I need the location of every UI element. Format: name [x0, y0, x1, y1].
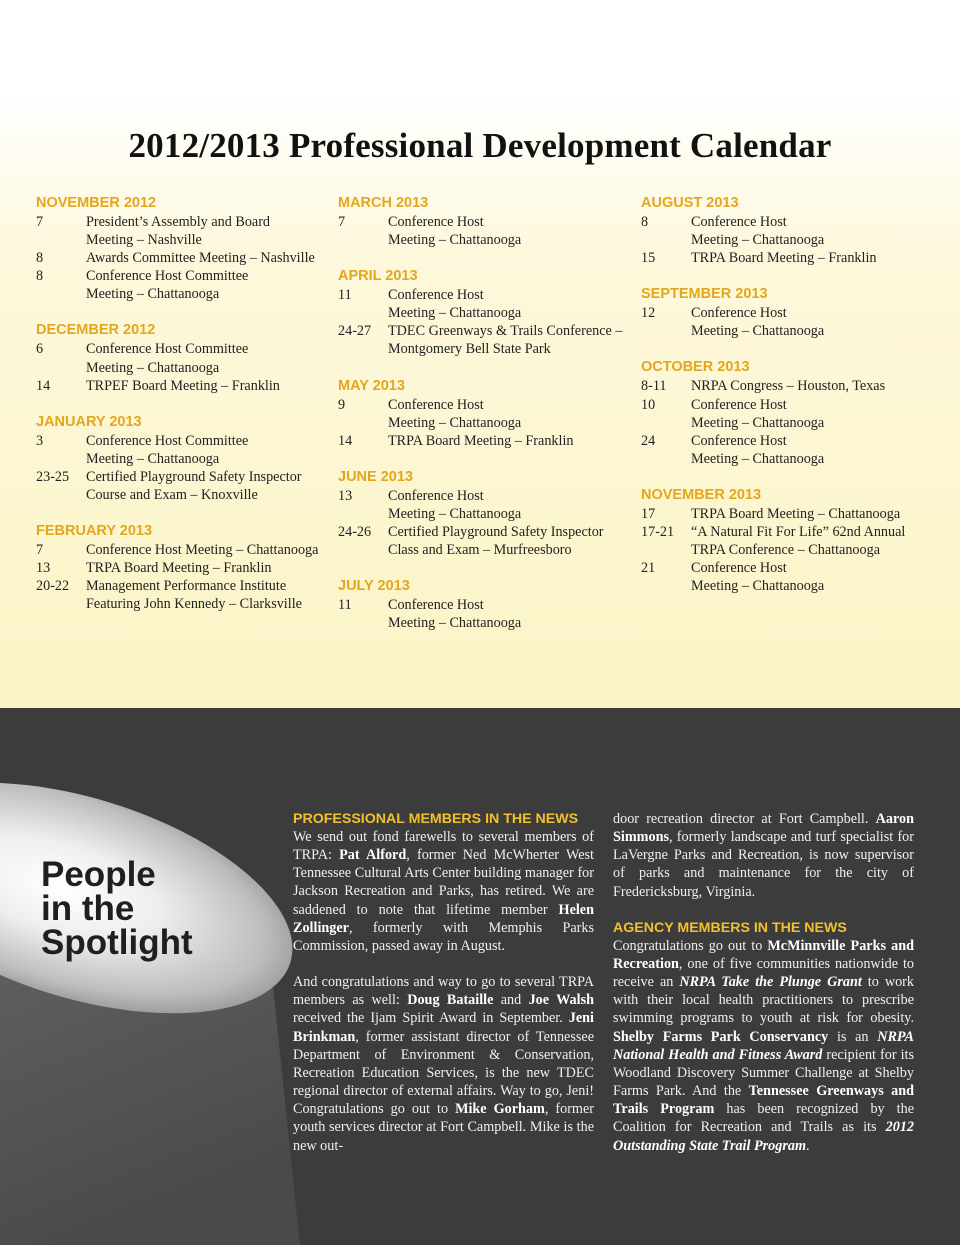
event-description [86, 541, 336, 559]
calendar-event [338, 432, 638, 450]
event-date: 8-11 [641, 378, 667, 395]
text-run: We send out fond farewells to several members of TRPA: [293, 829, 594, 864]
event-date: 8 [641, 214, 649, 230]
event-line: Meeting – Chattanooga [388, 505, 522, 522]
event-line: Meeting – Chattanooga [388, 232, 522, 249]
event-date: 17 [641, 505, 656, 522]
calendar-event [338, 523, 638, 559]
event-date: 13 [36, 560, 51, 577]
calendar-column-1 [36, 194, 336, 614]
event-description [691, 505, 941, 523]
calendar-column-2 [338, 194, 638, 632]
event-description [691, 432, 941, 468]
calendar-event [36, 213, 336, 249]
spotlight-heading [41, 855, 193, 962]
month-heading: DECEMBER 2012 [36, 322, 156, 339]
event-line: Conference Host Committee [86, 341, 249, 358]
calendar-event [641, 432, 941, 468]
text-run: is an [828, 1028, 878, 1045]
event-description [388, 396, 638, 432]
calendar-event [36, 267, 336, 303]
calendar-event [36, 541, 336, 559]
calendar-event [36, 340, 336, 376]
month-heading: JANUARY 2013 [36, 413, 142, 430]
event-line: Meeting – Chattanooga [691, 232, 825, 249]
event-date: 3 [36, 432, 44, 449]
event-line: Conference Host [691, 560, 787, 577]
text-run: , formerly with Memphis Parks Commission, passed away in August. [293, 919, 594, 954]
highlighted-name: Aaron Simmons [613, 811, 914, 846]
event-date: 17-21 [641, 524, 675, 541]
highlighted-name: Doug Bataille [407, 992, 494, 1009]
event-description [388, 596, 638, 632]
event-line: Meeting – Chattanooga [691, 578, 825, 595]
event-line: Course and Exam – Knoxville [86, 487, 258, 504]
text-run: , former Ned McWherter West Tennessee Cultural Arts Center building manager for Jackson Recreation and Parks, has retired. We are saddened to note that lifetime member [293, 847, 594, 918]
event-line: Meeting – Chattanooga [86, 359, 220, 376]
event-line: Class and Exam – Murfreesboro [388, 542, 572, 559]
event-line: Conference Host Committee [86, 268, 249, 285]
event-date: 8 [36, 250, 44, 267]
calendar-event [641, 377, 941, 395]
event-date: 9 [338, 396, 346, 413]
event-date: 15 [641, 250, 656, 267]
event-date: 23-25 [36, 468, 70, 485]
calendar-event [338, 396, 638, 432]
text-run: And congratulations and way to go to several TRPA members as well: [293, 974, 594, 1009]
event-line: Conference Host [691, 432, 787, 449]
text-run: , former youth services director at Fort Campbell. Mike is the new out- [293, 1101, 594, 1154]
highlighted-name: Jeni Brinkman [293, 1010, 594, 1045]
event-description [388, 213, 638, 249]
highlighted-title: NRPA National Health and Fitness Award [613, 1028, 914, 1063]
event-line: Conference Host [388, 287, 484, 304]
calendar-event [641, 304, 941, 340]
month-heading: MARCH 2013 [338, 195, 429, 211]
professional-news-paragraph [293, 973, 594, 1155]
event-description [388, 487, 638, 523]
event-line: Meeting – Chattanooga [691, 450, 825, 467]
calendar-event [338, 487, 638, 523]
calendar-event [338, 213, 638, 249]
event-line: Meeting – Chattanooga [388, 414, 522, 431]
calendar-event [641, 523, 941, 559]
event-date: 13 [338, 487, 353, 504]
month-heading: AUGUST 2013 [641, 195, 739, 211]
event-line: TRPEF Board Meeting – Franklin [86, 377, 280, 394]
agency-news-paragraph [613, 937, 914, 1155]
calendar-event [641, 559, 941, 595]
event-line: TRPA Board Meeting – Franklin [86, 560, 272, 577]
event-line: TRPA Conference – Chattanooga [691, 542, 881, 559]
event-date: 14 [36, 377, 51, 394]
event-date: 11 [338, 287, 352, 304]
calendar-event [338, 286, 638, 322]
highlighted-name: Joe Walsh [528, 992, 594, 1009]
month-heading: NOVEMBER 2012 [36, 195, 157, 211]
month-heading: NOVEMBER 2013 [641, 486, 762, 503]
calendar-event [641, 213, 941, 249]
event-line: Meeting – Chattanooga [86, 286, 220, 303]
event-description [86, 468, 336, 504]
event-line: TRPA Board Meeting – Chattanooga [691, 505, 901, 522]
event-description [388, 322, 638, 358]
calendar-event [36, 432, 336, 468]
text-run: has been recognized by the Coalition for Recreation and Trails as its [613, 1101, 914, 1136]
event-date: 11 [338, 597, 352, 614]
event-line: Conference Host [691, 214, 787, 230]
event-description [388, 523, 638, 559]
professional-news-paragraph [293, 828, 594, 955]
event-date: 6 [36, 341, 44, 358]
event-description [86, 577, 336, 613]
event-line: Meeting – Chattanooga [691, 414, 825, 431]
spotlight-heading-line: Spotlight [41, 923, 193, 962]
spotlight-heading-line: People [41, 855, 156, 894]
highlighted-name: Pat Alford [339, 847, 407, 864]
month-heading: JUNE 2013 [338, 468, 413, 485]
continued-paragraph [613, 810, 914, 901]
highlighted-name: Helen Zollinger [293, 901, 594, 936]
calendar-event [36, 249, 336, 267]
month-heading: SEPTEMBER 2013 [641, 286, 768, 303]
calendar-column-3 [641, 194, 941, 595]
text-run: . [806, 1137, 810, 1154]
month-heading: OCTOBER 2013 [641, 359, 750, 376]
professional-news-heading: PROFESSIONAL MEMBERS IN THE NEWS [293, 811, 579, 827]
event-description [86, 213, 336, 249]
event-line: Management Performance Institute [86, 578, 287, 595]
event-date: 8 [36, 268, 44, 285]
event-line: Meeting – Chattanooga [691, 323, 825, 340]
professional-news-column [293, 810, 594, 1155]
event-line: Certified Playground Safety Inspector [388, 524, 604, 541]
event-description [691, 213, 941, 249]
text-run: to work with their local health practitioners to prescribe swimming programs to youth at risk for obesity. [613, 974, 914, 1027]
calendar-event [338, 596, 638, 632]
event-description [86, 267, 336, 303]
event-line: Conference Host [388, 396, 484, 413]
event-description [86, 432, 336, 468]
event-line: Conference Host Committee [86, 432, 249, 449]
month-heading: FEBRUARY 2013 [36, 523, 153, 540]
month-heading: APRIL 2013 [338, 268, 418, 285]
event-date: 14 [338, 432, 353, 449]
event-date: 12 [641, 305, 656, 322]
spotlight-section [0, 708, 960, 1245]
calendar-event [36, 377, 336, 395]
event-date: 20-22 [36, 578, 70, 595]
event-line: Meeting – Nashville [86, 232, 202, 249]
text-run: and [493, 992, 529, 1009]
event-line: Conference Host [388, 214, 484, 230]
event-description [691, 304, 941, 340]
event-line: President’s Assembly and Board [86, 214, 271, 230]
event-description [691, 523, 941, 559]
calendar-event [338, 322, 638, 358]
event-description [691, 249, 941, 267]
event-line: NRPA Congress – Houston, Texas [691, 378, 886, 395]
calendar-event [36, 468, 336, 504]
month-heading: MAY 2013 [338, 377, 405, 394]
highlighted-title: NRPA Take the Plunge Grant [679, 974, 862, 991]
page-title: 2012/2013 Professional Development Calendar [128, 126, 832, 165]
text-run: recipient for its Woodland Discovery Summer Challenge at Shelby Farms Park. And the [613, 1046, 915, 1100]
event-line: TRPA Board Meeting – Franklin [691, 250, 877, 267]
event-line: Conference Host [691, 305, 787, 322]
event-line: Awards Committee Meeting – Nashville [86, 250, 315, 267]
calendar-event [641, 505, 941, 523]
calendar-event [641, 249, 941, 267]
highlighted-name: Mike Gorham [455, 1101, 545, 1118]
highlighted-name: Tennessee Greenways and Trails Program [613, 1083, 914, 1118]
agency-news-column [613, 810, 914, 1155]
event-line: Conference Host Meeting – Chattanooga [86, 542, 319, 559]
text-run: , former assistant director of Tennessee Department of Environment & Conservation, Recreation Education Services, is the new TDEC regional director of external affairs. Way to go, Jeni! Congratulations go out to [293, 1028, 594, 1118]
event-description [86, 559, 336, 577]
event-description [691, 559, 941, 595]
event-line: Conference Host [388, 597, 484, 614]
event-line: TDEC Greenways & Trails Conference – [388, 323, 623, 340]
event-line: Meeting – Chattanooga [86, 450, 220, 467]
text-run: , one of five communities nationwide to receive an [613, 955, 914, 991]
highlighted-title: 2012 Outstanding State Trail Program [613, 1119, 914, 1154]
event-date: 10 [641, 396, 656, 413]
event-date: 7 [36, 542, 44, 559]
calendar-event [641, 396, 941, 432]
event-description [388, 432, 638, 450]
spotlight-heading-line: in the [41, 889, 135, 928]
highlighted-name: Shelby Farms Park Conservancy [613, 1028, 829, 1045]
event-line: Meeting – Chattanooga [388, 615, 522, 632]
calendar-event [36, 559, 336, 577]
month-heading: JULY 2013 [338, 578, 410, 595]
text-run: Congratulations go out to [613, 937, 768, 954]
text-run: received the Ijam Spirit Award in September. [293, 1010, 569, 1027]
event-description [86, 377, 336, 395]
event-date: 7 [36, 214, 44, 230]
event-date: 24-27 [338, 323, 372, 340]
event-line: Conference Host [388, 487, 484, 504]
event-description [86, 249, 336, 267]
event-line: “A Natural Fit For Life” 62nd Annual [691, 524, 906, 541]
event-date: 7 [338, 214, 346, 230]
highlighted-name: McMinnville Parks and Recreation [613, 937, 914, 972]
text-run: , formerly landscape and turf specialist for LaVergne Parks and Recreation, is now supervisor of parks and maintenance for the city of Fredericksburg, Virginia. [613, 829, 914, 900]
event-date: 24-26 [338, 524, 372, 541]
event-line: Montgomery Bell State Park [388, 341, 551, 358]
text-run: door recreation director at Fort Campbell. [613, 811, 876, 827]
event-description [86, 340, 336, 376]
event-line: Featuring John Kennedy – Clarksville [86, 596, 302, 613]
event-description [388, 286, 638, 322]
event-description [691, 377, 941, 395]
event-line: Certified Playground Safety Inspector [86, 468, 302, 485]
event-date: 21 [641, 560, 656, 577]
event-line: Meeting – Chattanooga [388, 305, 522, 322]
event-date: 24 [641, 432, 656, 449]
event-line: Conference Host [691, 396, 787, 413]
calendar-event [36, 577, 336, 613]
event-description [691, 396, 941, 432]
agency-news-heading: AGENCY MEMBERS IN THE NEWS [613, 919, 847, 936]
event-line: TRPA Board Meeting – Franklin [388, 432, 574, 449]
